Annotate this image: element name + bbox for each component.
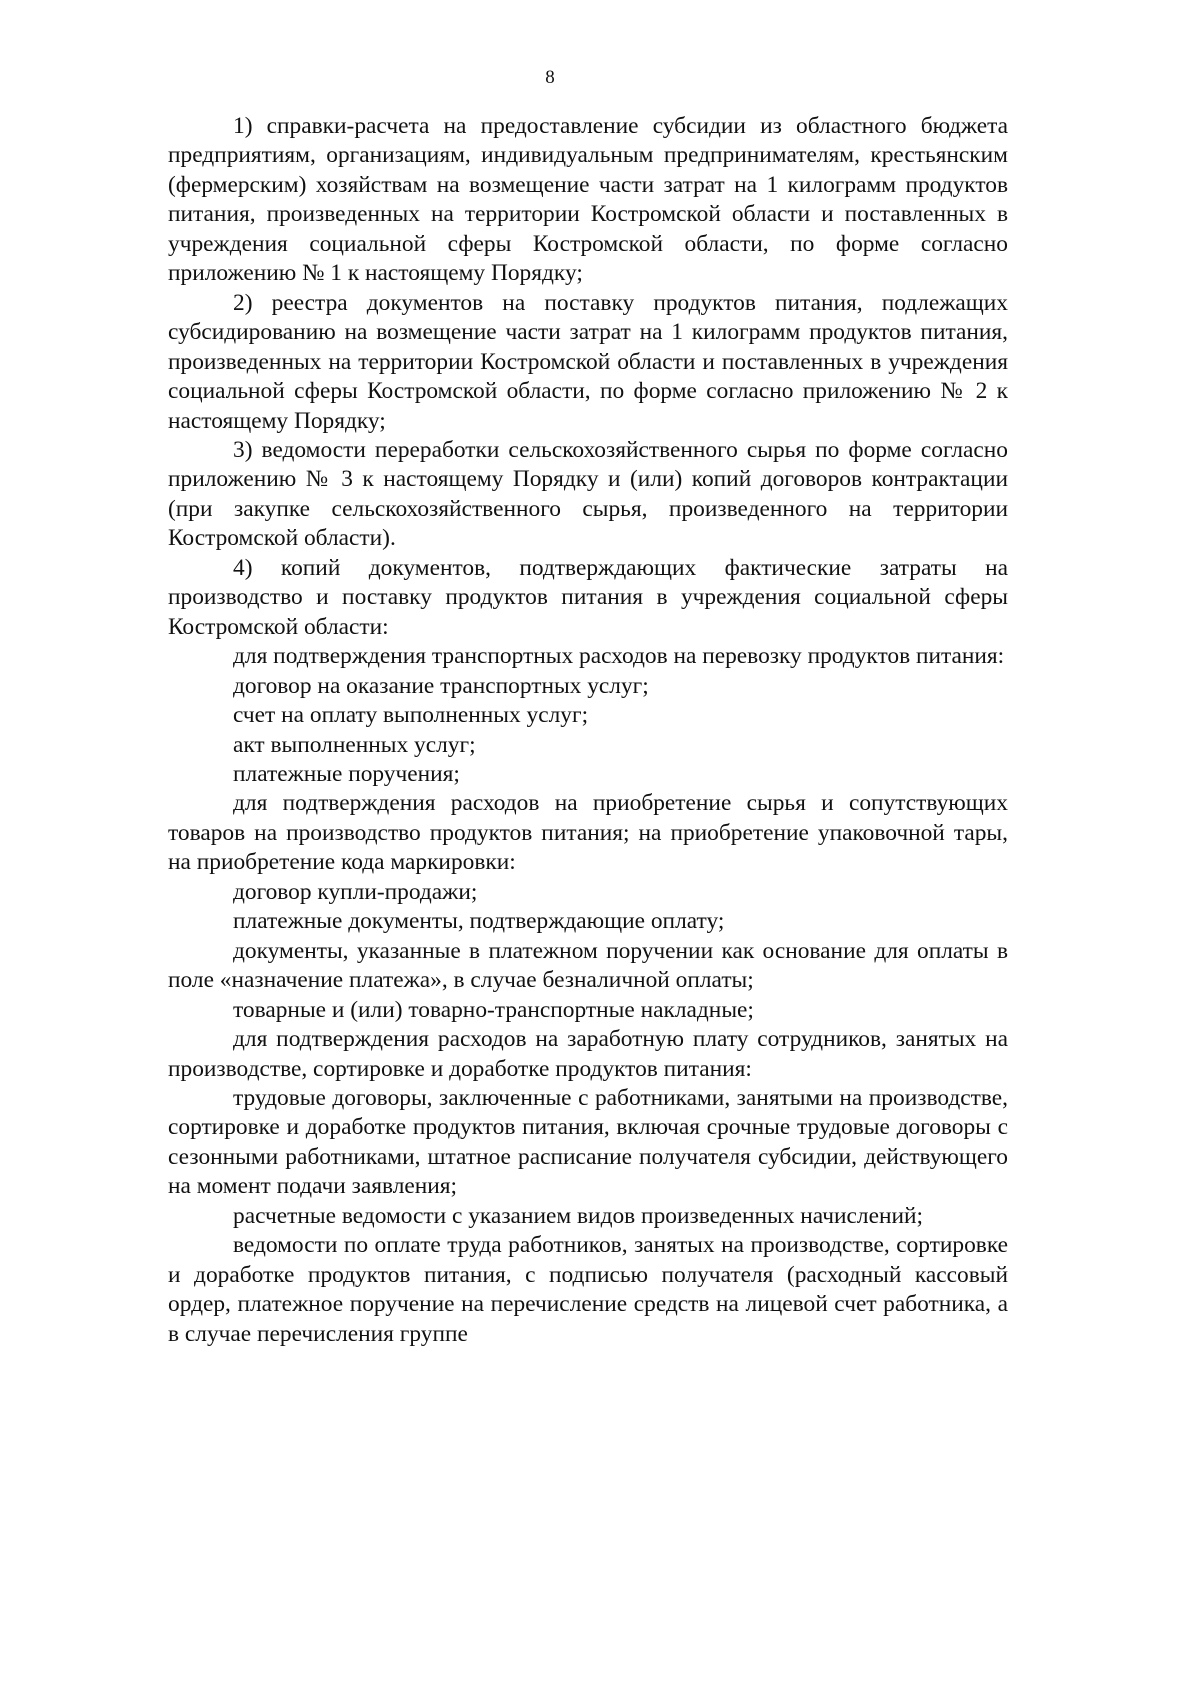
list-item-payment-basis-documents: документы, указанные в платежном поручении как основание для оплаты в поле «назначение платежа», в случае безналичной оплаты; xyxy=(168,937,1008,994)
paragraph-item-4: 4) копий документов, подтверждающих фактические затраты на производство и поставку продуктов питания в учреждения социальной сферы Костромской области: xyxy=(168,554,1008,640)
list-item-act: акт выполненных услуг; xyxy=(233,731,476,758)
list-item-transport-contract: договор на оказание транспортных услуг; xyxy=(233,672,649,699)
list-item-labor-contracts: трудовые договоры, заключенные с работниками, занятыми на производстве, сортировке и доработке продуктов питания, включая срочные трудовые договоры с сезонными работниками, штатное расписание получателя субсидии, действующего на момент подачи заявления; xyxy=(168,1084,1008,1200)
list-item-sale-contract: договор купли-продажи; xyxy=(233,878,478,905)
list-item-payment-orders: платежные поручения; xyxy=(233,760,460,787)
list-item-payment-documents: платежные документы, подтверждающие оплату; xyxy=(233,908,725,935)
list-item-waybills: товарные и (или) товарно-транспортные накладные; xyxy=(233,996,754,1023)
document-body xyxy=(168,112,1008,1349)
paragraph-item-1: 1) справки-расчета на предоставление субсидии из областного бюджета предприятиям, организациям, индивидуальным предпринимателям, крестьянским (фермерским) хозяйствам на возмещение части затрат на 1 килограмм продуктов питания, произведенных на территории Костромской области и поставленных в учреждения социальной сферы Костромской области, по форме согласно приложению № 1 к настоящему Порядку; xyxy=(168,113,1008,287)
paragraph-item-3: 3) ведомости переработки сельскохозяйственного сырья по форме согласно приложению № 3 к настоящему Порядку и (или) копий договоров контрактации (при закупке сельскохозяйственного сырья, произведенного на территории Костромской области). xyxy=(168,436,1008,552)
list-item-payroll-sheets: расчетные ведомости с указанием видов произведенных начислений; xyxy=(233,1202,924,1229)
page-number: 8 xyxy=(545,67,555,88)
paragraph-raw-materials-intro: для подтверждения расходов на приобретение сырья и сопутствующих товаров на производство продуктов питания; на приобретение упаковочной тары, на приобретение кода маркировки: xyxy=(168,790,1008,876)
list-item-invoice: счет на оплату выполненных услуг; xyxy=(233,702,589,729)
list-item-payment-statements: ведомости по оплате труда работников, занятых на производстве, сортировке и доработке продуктов питания, с подписью получателя (расходный кассовый ордер, платежное поручение на перечисление средств на лицевой счет работника, а в случае перечисления группе xyxy=(168,1232,1008,1347)
paragraph-item-2: 2) реестра документов на поставку продуктов питания, подлежащих субсидированию на возмещение части затрат на 1 килограмм продуктов питания, произведенных на территории Костромской области и поставленных в учреждения социальной сферы Костромской области, по форме согласно приложению № 2 к настоящему Порядку; xyxy=(168,289,1008,434)
paragraph-transport-intro: для подтверждения транспортных расходов на перевозку продуктов питания: xyxy=(233,643,1005,670)
paragraph-salary-intro: для подтверждения расходов на заработную плату сотрудников, занятых на производстве, сортировке и доработке продуктов питания: xyxy=(168,1026,1008,1082)
